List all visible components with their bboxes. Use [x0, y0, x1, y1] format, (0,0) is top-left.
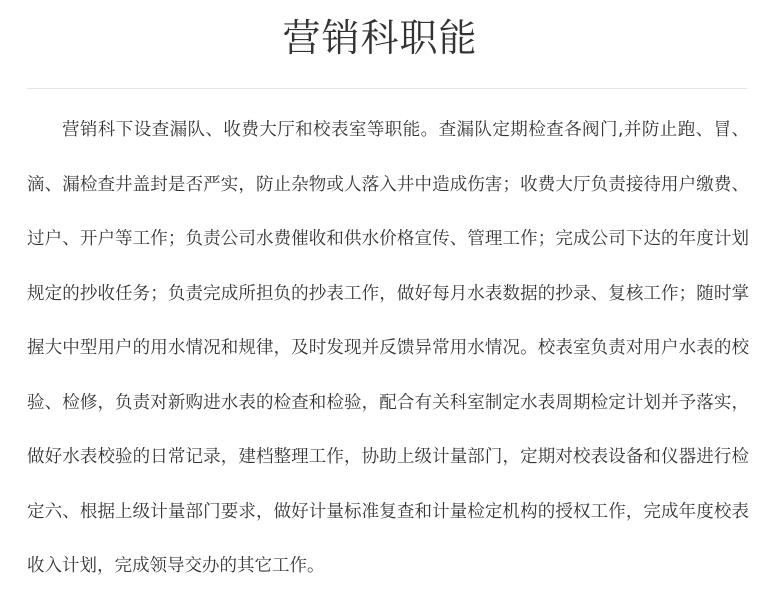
article-body: 营销科下设查漏队、收费大厅和校表室等职能。查漏队定期检查各阀门,并防止跑、冒、滴、漏检查井盖封是否严实，防止杂物或人落入井中造成伤害；收费大厅负责接待用户缴费、过户、开户等工作；负责公司水费催收和供水价格宣传、管理工作；完成公司下达的年度计划规定的抄收任务；负责完成所担负的抄表工作，做好每月水表数据的抄录、复核工作；随时掌握大中型用户的用水情况和规律，及时发现并反馈异常用水情况。校表室负责对用户水表的校验、检修，负责对新购进水表的检查和检验，配合有关科室制定水表周期检定计划并予落实，做好水表校验的日常记录，建档整理工作，协助上级计量部门，定期对校表设备和仪器进行检定六、根据上级计量部门要求，做好计量标准复查和计量检定机构的授权工作，完成年度校表收入计划，完成领导交办的其它工作。 — [27, 120, 749, 576]
title-divider — [27, 88, 747, 89]
page-title: 营销科职能 — [282, 16, 478, 60]
